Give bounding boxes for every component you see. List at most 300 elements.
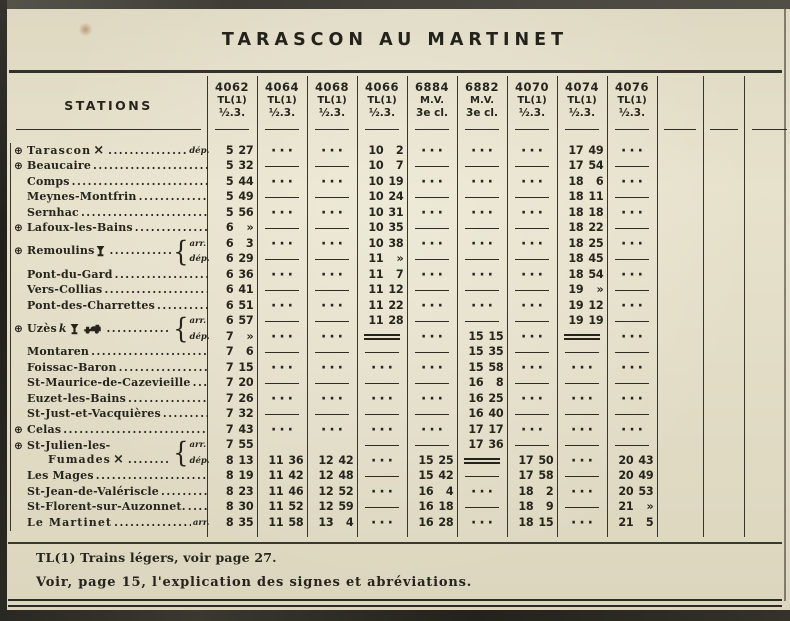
time-cell [207,190,257,206]
no-service-dash [465,476,498,477]
time-minutes: 56 [238,205,254,219]
no-service-dots: ··· [321,328,346,345]
no-service-dash [365,476,398,477]
time-hours: 20 [618,469,634,483]
time-cell [607,391,657,407]
header-underline [615,129,649,130]
time-value [208,330,257,344]
station-name: Remoulins [27,244,95,258]
no-service-dots: ··· [621,421,646,438]
time-minutes: 7 [395,267,404,281]
time-minutes: 58 [288,515,304,529]
station-names [14,244,173,259]
no-service-dash [265,383,298,384]
no-service-dots: ··· [521,390,546,407]
time-value [508,500,557,514]
no-service-dots: ··· [521,235,546,252]
telegraph-icon: ⊕ [14,160,23,172]
time-minutes: 55 [238,438,254,452]
dot-leader [135,221,208,236]
spacer-cell [257,135,307,143]
time-minutes: 53 [638,484,654,498]
terminus-mark [364,334,399,340]
time-cell [507,484,557,500]
time-cell [557,484,607,500]
time-cell [507,298,557,314]
time-hours: 17 [568,159,584,173]
time-cell [457,143,507,159]
arrival-label: arr. [189,238,207,249]
station-name: Fumades [48,453,111,466]
time-cell [557,407,607,423]
station-entry [11,469,213,484]
time-value [508,454,557,468]
station-line [14,500,210,515]
time-cell [657,453,703,469]
time-minutes: 49 [638,469,654,483]
train-type: TL(1) [317,95,347,106]
no-service-dots: ··· [571,421,596,438]
time-value [258,454,307,468]
time-minutes: 17 [488,422,504,436]
station-name: Les Mages [27,469,94,482]
time-cell [457,252,507,268]
table-row [11,376,790,392]
time-minutes: 9 [545,500,554,514]
no-service-dots: ··· [571,359,596,376]
time-minutes: 11 [588,190,604,204]
no-service-dots: ··· [421,142,446,159]
time-minutes: » [246,329,254,343]
station-entry [11,159,213,174]
time-cell [257,453,307,469]
spacer-cell [407,531,457,537]
time-minutes: 7 [395,159,404,173]
no-service-dots: ··· [421,328,446,345]
station-name: Montaren [27,345,90,358]
time-value [558,144,607,158]
time-hours: 18 [518,515,534,529]
spacer-cell [557,135,607,143]
time-value [408,454,457,468]
station-entry [11,206,213,221]
time-cell [703,329,744,345]
page-title: TARASCON AU MARTINET [221,30,569,50]
station-line [14,345,210,360]
time-cell [307,159,357,175]
time-cell [457,515,507,531]
station-line [14,361,210,376]
no-service-dots: ··· [471,173,496,190]
time-cell [607,298,657,314]
station-cell [11,438,208,469]
train-type: TL(1) [367,95,397,106]
no-service-dots: ··· [621,173,646,190]
time-cell [307,252,357,268]
time-cell [607,422,657,438]
time-cell [744,407,790,423]
no-service-dash [415,290,448,291]
no-service-dash [565,383,598,384]
time-cell [357,205,407,221]
train-classes: 3e cl. [416,107,448,119]
no-service-dots: ··· [521,204,546,221]
time-hours: 11 [368,283,384,297]
station-cell [11,236,208,267]
time-hours: 8 [225,469,234,483]
time-cell [557,469,607,485]
time-minutes: 4 [445,484,454,498]
time-cell [557,159,607,175]
time-minutes: 3 [245,236,254,250]
time-cell [457,236,507,252]
departure-label: dép. [189,455,210,466]
station-entry [11,221,213,236]
time-cell [744,391,790,407]
no-service-dash [265,166,298,167]
time-value [308,454,357,468]
time-cell [557,422,607,438]
time-cell [557,190,607,206]
no-service-dash [515,290,548,291]
station-name: Foissac-Baron [27,360,117,374]
no-service-dash [315,290,348,291]
time-hours: 16 [468,391,484,405]
time-cell [257,391,307,407]
time-cell [507,267,557,283]
time-minutes: 46 [288,484,304,498]
time-value [358,237,407,251]
station-cell [11,267,208,283]
dot-leader [104,283,207,298]
no-service-dash [315,321,348,322]
time-value [208,423,257,437]
time-value [558,299,607,313]
table-row [11,236,790,252]
station-entry [11,190,213,205]
time-minutes: » [396,252,404,266]
time-cell [407,484,457,500]
station-names [14,469,210,484]
time-hours: 6 [225,298,234,312]
dot-leader [108,144,187,159]
train-number: 4068 [314,80,349,94]
no-service-dots: ··· [471,204,496,221]
time-hours: 7 [225,407,234,421]
time-minutes: 25 [488,391,504,405]
time-cell [357,422,407,438]
table-row [11,438,790,454]
time-value [408,469,457,483]
header-underline [752,129,787,130]
time-cell [257,205,307,221]
time-hours: 10 [368,221,384,235]
no-service-dash [615,166,648,167]
frame-top [0,0,790,9]
no-service-dash [365,383,398,384]
time-minutes: 19 [238,469,254,483]
time-cell [507,376,557,392]
no-service-dots: ··· [271,297,296,314]
no-service-dots: ··· [421,235,446,252]
telegraph-icon: ⊕ [14,222,23,234]
no-service-dots: ··· [271,142,296,159]
spacer-cell [507,531,557,537]
no-service-dash [465,197,498,198]
no-service-dash [265,228,298,229]
table-row [11,298,790,314]
time-cell [744,159,790,175]
no-service-dots: ··· [321,204,346,221]
time-value [358,190,407,204]
time-cell [607,174,657,190]
time-cell [257,376,307,392]
station-line [14,469,210,484]
time-cell [657,345,703,361]
time-cell [703,314,744,330]
time-hours: 18 [568,221,584,235]
time-hours: 21 [618,500,634,514]
header-underline [415,129,449,130]
time-cell [744,190,790,206]
header-underline [664,129,696,130]
time-hours: 8 [225,484,234,498]
time-value [208,159,257,173]
no-service-dots: ··· [621,266,646,283]
no-service-dash [565,352,598,353]
time-minutes: 43 [638,453,654,467]
station-entry [11,423,213,438]
station-name: St-Julien-les- [27,438,111,452]
train-column-header [357,76,407,135]
time-value [558,268,607,282]
time-hours: 21 [618,515,634,529]
time-cell [407,422,457,438]
time-hours: 7 [225,391,234,405]
no-service-dash [415,321,448,322]
no-service-dots: ··· [521,173,546,190]
station-name: Tarascon [27,143,92,157]
time-cell [457,391,507,407]
brace-glyph: { [173,436,189,470]
time-cell [657,484,703,500]
time-cell [457,500,507,516]
departure-label: dép. [189,331,210,342]
header-underline [16,129,200,130]
no-service-dots: ··· [321,297,346,314]
station-name: Sernhac [27,205,79,219]
table-row [11,159,790,175]
time-value [558,283,607,297]
time-cell [744,376,790,392]
time-cell [457,407,507,423]
spacer-cell [357,135,407,143]
no-service-dash [365,445,398,446]
time-cell [257,500,307,516]
time-value [558,175,607,189]
time-cell [207,174,257,190]
time-minutes: 52 [338,484,354,498]
no-service-dash [315,414,348,415]
dot-leader [93,159,207,174]
time-hours: 18 [568,267,584,281]
time-value [458,407,507,421]
time-hours: 20 [618,453,634,467]
no-service-dash [315,197,348,198]
time-hours: 12 [318,453,334,467]
time-cell [507,422,557,438]
no-service-dash [615,290,648,291]
train-number: 6884 [414,80,449,94]
time-value [558,221,607,235]
no-service-dots: ··· [421,266,446,283]
no-service-dash [365,507,398,508]
time-cell [407,267,457,283]
station-entry [11,376,213,391]
dot-leader [128,453,171,468]
time-cell [457,314,507,330]
station-line [14,485,210,500]
time-cell [357,438,407,454]
spacer-cell [557,531,607,537]
no-service-dots: ··· [421,359,446,376]
time-cell [207,143,257,159]
station-names [14,175,210,190]
station-names [14,407,210,422]
time-cell [457,484,507,500]
table-row [11,221,790,237]
station-entry [11,516,213,531]
time-cell [657,236,703,252]
no-service-dots: ··· [471,514,496,531]
time-hours: 11 [368,314,384,328]
table-row [11,143,790,159]
time-cell [307,484,357,500]
time-cell [744,314,790,330]
time-cell [257,236,307,252]
time-hours: 6 [225,221,234,235]
time-hours: 19 [568,314,584,328]
time-value [358,283,407,297]
time-value [508,516,557,530]
time-cell [657,267,703,283]
time-cell [307,174,357,190]
time-minutes: 19 [588,314,604,328]
time-cell [744,345,790,361]
time-cell [607,500,657,516]
time-hours: 7 [225,345,234,359]
time-cell [507,174,557,190]
time-cell [307,345,357,361]
time-minutes: 25 [438,453,454,467]
time-cell [607,314,657,330]
time-minutes: 6 [245,345,254,359]
time-value [208,175,257,189]
time-value [558,237,607,251]
train-column-header [257,76,307,135]
time-hours: 15 [418,453,434,467]
time-value [208,376,257,390]
time-cell [557,360,607,376]
time-value [208,345,257,359]
time-hours: 18 [568,252,584,266]
time-cell [307,190,357,206]
no-service-dots: ··· [371,452,396,469]
time-hours: 8 [225,515,234,529]
time-minutes: 42 [438,469,454,483]
header-underline [465,129,499,130]
station-entry [11,268,213,283]
no-service-dots: ··· [571,514,596,531]
time-cell [607,438,657,454]
time-minutes: 2 [395,143,404,157]
station-cell [11,515,208,531]
station-name: Meynes-Montfrin [27,190,137,203]
time-cell [257,298,307,314]
time-minutes: 49 [588,143,604,157]
time-cell [407,438,457,454]
time-hours: 7 [225,422,234,436]
time-hours: 17 [518,469,534,483]
time-cell [207,484,257,500]
time-cell [703,438,744,454]
time-value [208,392,257,406]
spacer-cell [11,135,208,143]
time-hours: 5 [225,143,234,157]
time-cell [744,267,790,283]
time-hours: 15 [468,329,484,343]
time-minutes: 51 [238,298,254,312]
time-cell [457,329,507,345]
station-entry [11,283,213,298]
time-hours: 17 [468,438,484,452]
time-minutes: 6 [595,174,604,188]
time-cell [703,221,744,237]
no-service-dash [415,352,448,353]
time-cell [357,484,407,500]
no-service-dots: ··· [271,173,296,190]
time-hours: 11 [368,267,384,281]
station-cell [11,190,208,206]
time-value [208,469,257,483]
time-cell [407,500,457,516]
time-cell [744,360,790,376]
time-cell [357,236,407,252]
table-row [11,190,790,206]
time-cell [257,407,307,423]
train-type: TL(1) [567,95,597,106]
time-minutes: 28 [438,515,454,529]
time-value [358,206,407,220]
table-row [11,267,790,283]
spacer-cell [457,135,507,143]
time-cell [507,329,557,345]
spacer-row [11,531,790,537]
header-underline [710,129,738,130]
time-value [208,144,257,158]
station-line [14,283,210,298]
no-service-dots: ··· [371,514,396,531]
no-service-dash [315,228,348,229]
no-service-dash [465,290,498,291]
time-cell [357,221,407,237]
time-minutes: 38 [388,236,404,250]
station-cell [11,174,208,190]
time-minutes: 32 [238,159,254,173]
no-service-dots: ··· [471,142,496,159]
time-cell [703,283,744,299]
time-minutes: 35 [388,221,404,235]
